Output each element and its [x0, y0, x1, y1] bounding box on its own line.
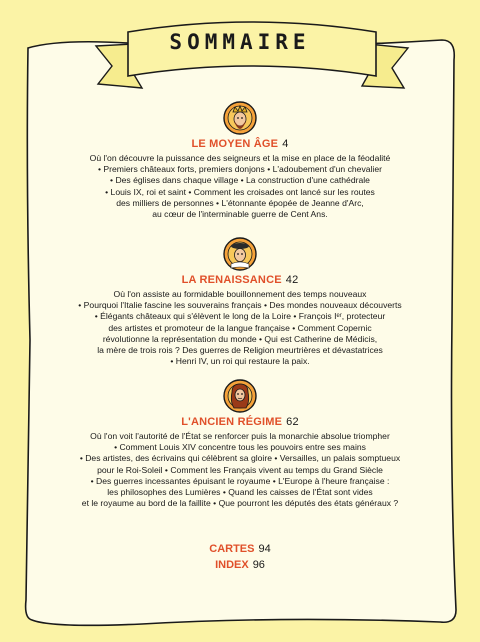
section-title: LE MOYEN ÂGE — [191, 138, 279, 150]
section-page-number: 42 — [285, 274, 299, 286]
footer-title: INDEX — [215, 559, 249, 571]
footer-page-number: 94 — [258, 543, 271, 555]
section-heading[interactable] — [30, 138, 450, 150]
section-page-number: 4 — [282, 138, 289, 150]
summary-line: • Premiers châteaux forts, premiers donjons • L'adoubement d'un chevalier — [98, 164, 382, 175]
link-index[interactable] — [0, 559, 480, 571]
summary-line: Où l'on découvre la puissance des seigneurs et la mise en place de la féodalité — [89, 153, 391, 163]
summary-line: Où l'on assiste au formidable bouillonnement des temps nouveaux — [113, 289, 367, 299]
summary-line: et le royaume au bord de la faillite • Que pourront les députés des états généraux ? — [81, 498, 399, 509]
section-heading[interactable] — [30, 416, 450, 428]
summary-line: révolutionne la représentation du monde • Qui est Catherine de Médicis, — [102, 333, 378, 344]
section-renaissance — [30, 236, 450, 367]
footer-page-number: 96 — [252, 559, 265, 571]
summary-line: Où l'on voit l'autorité de l'État se renforcer puis la monarchie absolue triompher — [90, 431, 390, 441]
section-title: LA RENAISSANCE — [181, 274, 282, 286]
summary-line: des milliers de personnes • L'étonnante épopée de Jeanne d'Arc, — [116, 197, 364, 208]
section-summary — [30, 289, 450, 367]
summary-line: • Pourquoi l'Italie fascine les souverains français • Des mondes nouveaux découverts — [78, 300, 402, 311]
page-title: SOMMAIRE — [169, 30, 311, 54]
summary-line: • Des guerres incessantes épuisant le royaume • L'Europe à l'heure française : — [90, 475, 390, 486]
summary-line: au cœur de l'interminable guerre de Cent Ans. — [152, 209, 328, 220]
section-title: L'ANCIEN RÉGIME — [181, 416, 283, 428]
link-cartes[interactable] — [0, 543, 480, 555]
section-summary — [30, 431, 450, 509]
summary-line: • Comment Louis XIV concentre tous les pouvoirs entre ses mains — [114, 442, 366, 453]
banner-ribbon — [86, 6, 416, 106]
section-moyen-age — [30, 100, 450, 220]
section-ancien-regime — [30, 378, 450, 509]
summary-line: • Élégants châteaux qui s'élèvent le long de la Loire • François Iᵉʳ, protecteur — [94, 311, 386, 322]
summary-line: • Des artistes, des écrivains qui célèbrent sa gloire • Versailles, un palais somptueux — [79, 453, 401, 464]
summary-line: • Des églises dans chaque village • La construction d'une cathédrale — [110, 175, 370, 186]
section-page-number: 62 — [286, 416, 299, 428]
nobleman-portrait-icon — [222, 236, 258, 272]
king-portrait-icon — [222, 100, 258, 136]
section-heading[interactable] — [30, 274, 450, 286]
footer-title: CARTES — [209, 543, 255, 555]
summary-line: • Louis IX, roi et saint • Comment les croisades ont lancé sur les routes — [105, 186, 375, 197]
summary-line: les philosophes des Lumières • Quand les caisses de l'État sont vides — [107, 487, 373, 498]
king-wig-portrait-icon — [222, 378, 258, 414]
summary-line: des artistes et promoteur de la langue française • Comment Copernic — [108, 322, 372, 333]
summary-line: pour le Roi-Soleil • Comment les Français vivent au temps du Grand Siècle — [97, 464, 383, 475]
summary-line: la mère de trois rois ? Des guerres de Religion meurtrières et dévastatrices — [97, 345, 383, 356]
summary-line: • Henri IV, un roi qui restaure la paix. — [170, 356, 310, 367]
section-summary — [30, 153, 450, 220]
